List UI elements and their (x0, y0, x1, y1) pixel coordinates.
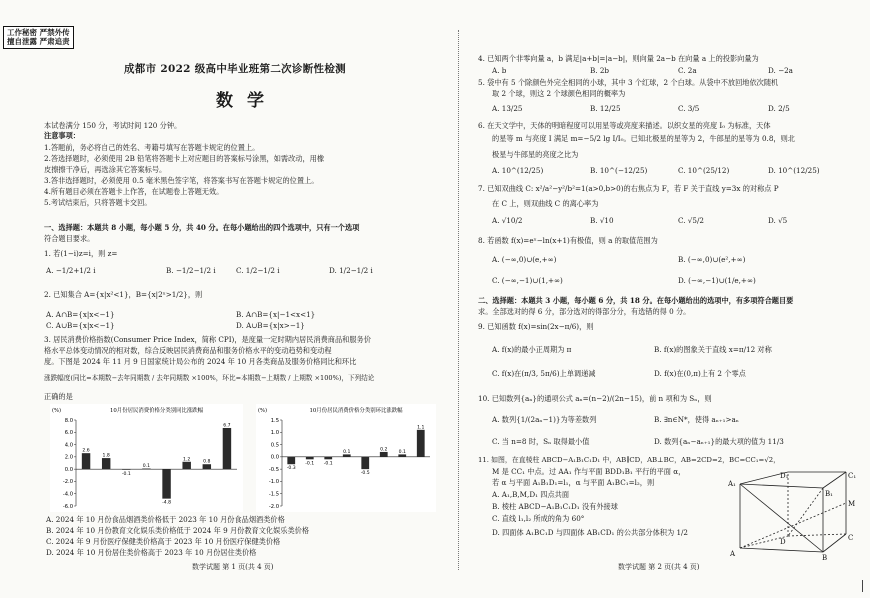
bar-label: 1.2 (183, 457, 191, 463)
q10-option-b: B. ∃n∈N*，使得 aₙ₊₁>aₙ (654, 415, 739, 424)
q10-option-a: A. 数列{1/(2aₙ−1)}为等差数列 (492, 415, 597, 424)
q10-option-d: D. 数列{aₙ−aₙ₊₁}的最大项的值为 11/3 (654, 437, 784, 446)
y-tick-label: 1.0 (270, 430, 279, 437)
bar-label: -0.1 (305, 461, 315, 467)
chart-ylabel: (%) (258, 408, 267, 414)
q8-option-a: A. (−∞,0)∪(e,+∞) (492, 255, 557, 264)
y-tick-label: 8.0 (64, 417, 73, 424)
bar-label: 0.2 (380, 447, 388, 453)
q5-option-a: A. 13/25 (492, 104, 523, 113)
prism-figure (728, 470, 858, 560)
q5-line-2: 取 2 个球，则这 2 个球颜色相同的概率为 (492, 89, 626, 98)
y-tick-label: 1.5 (270, 417, 279, 424)
q3-option-c: C. 2024 年 9 月份医疗保健类价格高于 2023 年 10 月份医疗保健类价格 (46, 537, 281, 546)
y-tick-label: -4.0 (62, 491, 73, 498)
bar-label: 0.1 (142, 464, 151, 470)
q7-option-c: C. √5/2 (678, 216, 704, 225)
notice-title: 注意事项： (44, 131, 80, 140)
label-a: A (730, 550, 736, 558)
bar-label: 6.7 (223, 423, 231, 429)
bar (380, 452, 388, 457)
label-c: C (848, 534, 854, 542)
bar-label: -4.8 (162, 500, 172, 506)
page-1 (44, 0, 436, 598)
y-tick-label: 0.0 (64, 466, 73, 473)
y-tick-label: -2.0 (268, 503, 279, 510)
q2-option-a: A. A∩B={x|x<−1} (46, 310, 115, 319)
q10-stem: 10. 已知数列{aₙ}的通项公式 aₙ=(n−2)/(2n−15)，前 n 项和为 Sₙ，则 (478, 394, 712, 403)
q5-option-d: D. 2/5 (768, 104, 790, 113)
stamp-line-1: 工作秘密 严禁外传 (7, 28, 70, 37)
section-2-heading-2: 求。全部选对的得 6 分，部分选对的得部分分，有选错的得 0 分。 (478, 307, 691, 316)
q3-option-d: D. 2024 年 10 月份居住类价格高于 2023 年 10 月份居住类价格 (46, 548, 257, 557)
y-tick-label: -1.5 (268, 491, 279, 498)
q2-stem: 2. 已知集合 A={x|x²<1}，B={x|2ˣ>1/2}，则 (44, 290, 203, 299)
y-tick-label: 4.0 (64, 442, 73, 449)
bar-label: -0.5 (360, 471, 370, 477)
subject-title: 数学 (216, 91, 278, 111)
bar-label: -0.3 (286, 466, 296, 472)
q7-line-2: 在 C 上，则双曲线 C 的离心率为 (492, 199, 599, 208)
q8-option-b: B. (−∞,0)∪(e²,+∞) (678, 255, 746, 264)
bar (223, 428, 231, 469)
prism-figure-svg (728, 470, 858, 560)
bar (182, 462, 190, 469)
q11-option-b: B. 棱柱 ABCD−A₁B₁C₁D₁ 没有外接球 (492, 502, 618, 511)
section-1-heading: 一、选择题：本题共 8 小题，每小题 5 分，共 40 分。在每小题给出的四个选项中，只有一个选项 (44, 223, 360, 232)
label-d1: D₁ (780, 472, 789, 480)
q1-option-a: A. −1/2+1/2 i (46, 266, 96, 275)
notice-1: 1.答题前，务必将自己的姓名、考籍号填写在答题卡规定的位置上。 (44, 143, 260, 152)
q7-option-a: A. √10/2 (492, 216, 523, 225)
bar (417, 430, 425, 457)
label-b: B (822, 554, 828, 560)
q3-option-b: B. 2024 年 10 月份教育文化娱乐类价格低于 2024 年 9 月份教育文化娱乐类价格 (46, 526, 310, 535)
q4-option-d: D. −2a (768, 66, 793, 75)
q11-line-3: 若 α 与平面 A₁B₁D₁=l₁，α 与平面 A₁BC₁=l₂，则 (492, 478, 655, 487)
bar-label: -0.1 (323, 461, 333, 467)
y-tick-label: -1.0 (268, 479, 279, 486)
q11-option-d: D. 四面体 A₁BC₁D 与四面体 AB₁CD₁ 的公共部分体积为 1/2 (492, 528, 689, 537)
q11-option-a: A. A₁,B,M,D₁ 四点共面 (492, 490, 570, 499)
chart-title: 10月份居民消费价格分类别同比涨跌幅 (109, 408, 204, 414)
footer-page-2: 数学试题 第 2 页(共 4 页) (618, 563, 700, 571)
stamp-line-2: 擅自泄露 严肃追责 (7, 37, 70, 47)
chart-yoy (50, 404, 243, 512)
q3-line-2: 格水平总体变动情况的相对数，综合反映居民消费商品和服务价格水平的变动趋势和变动程 (44, 346, 332, 355)
bar (162, 469, 170, 498)
notice-2: 2.答选择题时，必须使用 2B 铅笔将答题卡上对应题目的答案标号涂黑，如需改动，用橡 (44, 154, 325, 163)
section-1-heading-2: 符合题目要求。 (44, 234, 95, 243)
q6-option-a: A. 10^(12/25) (492, 166, 544, 175)
label-a1: A₁ (728, 480, 736, 488)
q5-option-b: B. 12/25 (590, 104, 621, 113)
section-2-heading: 二、选择题：本题共 3 小题，每小题 6 分，共 18 分。在每小题给出的选项中，有多项符合题目要 (478, 296, 794, 305)
q11-option-c: C. 直线 l₁,l₂ 所成的角为 60° (492, 514, 585, 523)
y-tick-label: 6.0 (64, 430, 73, 437)
q3-line-4: 涨跌幅度(同比=本期数−去年同期数 / 去年同期数 ×100%，环比=本期数−上期数 / 上期数 ×100%)，下列结论 (44, 374, 375, 382)
q7-option-d: D. √5 (768, 216, 788, 225)
intro-text: 本试卷满分 150 分，考试时间 120 分钟。 (44, 121, 182, 130)
page-2 (478, 0, 858, 598)
q2-option-b: B. A∩B={x|−1<x<1} (236, 310, 316, 319)
bar (122, 469, 130, 470)
y-tick-label: 2.0 (64, 454, 73, 461)
bar-label: 0.1 (343, 449, 351, 455)
label-m: M (848, 500, 856, 508)
bar (203, 464, 211, 469)
q2-option-d: D. A∪B={x|x>−1} (236, 321, 305, 330)
notice-5: 5.考试结束后，只将答题卡交回。 (44, 198, 152, 207)
y-tick-label: 0.0 (270, 454, 279, 461)
q6-option-d: D. 10^(12/25) (768, 166, 820, 175)
q5-option-c: C. 3/5 (678, 104, 700, 113)
q6-option-b: B. 10^(−12/25) (590, 166, 648, 175)
q9-stem: 9. 已知函数 f(x)=sin(2x−π/6)，则 (478, 322, 594, 331)
label-d: D (780, 538, 786, 546)
q3-line-3: 度。下图是 2024 年 11 月 9 日国家统计局公布的 2024 年 10 月各类商品及服务价格同比和环比 (44, 357, 357, 366)
chart-mom-svg (256, 404, 436, 512)
q6-line-2: 的星等 m 与亮度 I 满足 m=−5/2 lg I/I₀。已知北极星的星等为 2，牛郎星的星等为 0.8，则北 (492, 134, 795, 143)
q4-stem: 4. 已知两个非零向量 a，b 满足|a+b|=|a−b|，则向量 2a−b 在向量 a 上的投影向量为 (478, 54, 759, 63)
q1-option-c: C. 1/2−1/2 i (236, 266, 280, 275)
label-c1: C₁ (848, 472, 857, 480)
label-b1: B₁ (825, 490, 833, 498)
bar-label: 0.8 (203, 459, 211, 465)
q4-option-a: A. b (492, 66, 507, 75)
chart-mom (256, 404, 436, 512)
y-tick-label: 0.5 (270, 442, 279, 449)
bar (82, 453, 90, 469)
q1-option-b: B. −1/2−1/2 i (166, 266, 216, 275)
q3-option-a: A. 2024 年 10 月份食品烟酒类价格低于 2023 年 10 月份食品烟酒类价格 (46, 515, 285, 524)
y-tick-label: -2.0 (62, 479, 73, 486)
q5-line-1: 5. 袋中有 5 个除颜色外完全相同的小球，其中 3 个红球，2 个白球。从袋中不放回地依次随机 (478, 78, 779, 87)
q7-option-b: B. √10 (590, 216, 614, 225)
q8-option-d: D. (−∞,−1)∪(1/e,+∞) (678, 276, 756, 285)
footer-page-1: 数学试题 第 1 页(共 4 页) (192, 563, 274, 571)
y-tick-label: -0.5 (268, 466, 279, 473)
q4-option-b: B. 2b (590, 66, 610, 75)
edge-mark (862, 580, 863, 592)
q3-line-1: 3. 居民消费价格指数(Consumer Price Index，简称 CPI)，是度量一定时期内居民消费商品和服务价 (44, 335, 371, 344)
q3-line-5: 正确的是 (44, 392, 73, 401)
q9-option-b: B. f(x)的图象关于直线 x=π/12 对称 (654, 345, 772, 354)
notice-2b: 皮擦擦干净后，再选涂其它答案标号。 (44, 165, 167, 174)
bar-label: 1.1 (417, 425, 425, 431)
q6-line-3: 极星与牛郎星的亮度之比为 (492, 150, 579, 159)
q1-stem: 1. 若(1−i)z=i，则 z= (44, 249, 118, 258)
bar-label: 2.6 (82, 448, 90, 454)
q7-line-1: 7. 已知双曲线 C: x²/a²−y²/b²=1(a>0,b>0)的右焦点为 F，若 F 关于直线 y=3x 的对称点 P (478, 184, 779, 193)
q4-option-c: C. 2a (678, 66, 697, 75)
y-tick-label: -6.0 (62, 503, 73, 510)
q9-option-a: A. f(x)的最小正周期为 π (492, 345, 572, 354)
chart-yoy-svg (50, 404, 243, 512)
q11-line-1: 11. 如图，在直棱柱 ABCD−A₁B₁C₁D₁ 中，AB∥CD，AB⊥BC，AB=2CD=2，BC=CC₁=√2， (478, 456, 780, 464)
bar (287, 457, 295, 464)
bar (361, 457, 369, 469)
notice-4: 4.所有题目必须在答题卡上作答，在试题卷上答题无效。 (44, 187, 224, 196)
q11-line-2: M 是 CC₁ 中点。过 AA₁ 作与平面 BDD₁B₁ 平行的平面 α， (492, 467, 686, 476)
page-divider (458, 30, 459, 570)
bar-label: 0.1 (398, 449, 406, 455)
bar (324, 457, 332, 459)
chart-title: 10月份居民消费价格分类别环比涨跌幅 (309, 408, 403, 414)
q2-option-c: C. A∪B={x|x<−1} (46, 321, 115, 330)
q8-option-c: C. (−∞,−1)∪(1,+∞) (492, 276, 563, 285)
bar-label: 1.8 (102, 453, 110, 459)
q9-option-d: D. f(x)在(0,π)上有 2 个零点 (654, 369, 746, 378)
exam-title: 成都市 2022 级高中毕业班第二次诊断性检测 (124, 63, 346, 75)
bar (306, 457, 314, 459)
q10-option-c: C. 当 n=8 时，Sₙ 取得最小值 (492, 437, 590, 446)
notice-3: 3.答非选择题时，必须使用 0.5 毫米黑色签字笔，将答案书写在答题卡规定的位置上。 (44, 176, 319, 185)
q9-option-c: C. f(x)在(π/3, 5π/6)上单调递减 (492, 369, 596, 378)
q1-option-d: D. 1/2−1/2 i (329, 266, 373, 275)
chart-ylabel: (%) (52, 408, 61, 414)
bar (102, 458, 110, 469)
bar-label: -0.1 (121, 471, 131, 477)
q6-line-1: 6. 在天文学中，天体的明暗程度可以用星等或亮度来描述。以织女星的亮度 I₀ 为标准，天体 (478, 121, 771, 130)
q8-stem: 8. 若函数 f(x)=eˣ−ln(x+1)有极值，则 a 的取值范围为 (478, 236, 658, 245)
q6-option-c: C. 10^(25/12) (678, 166, 730, 175)
